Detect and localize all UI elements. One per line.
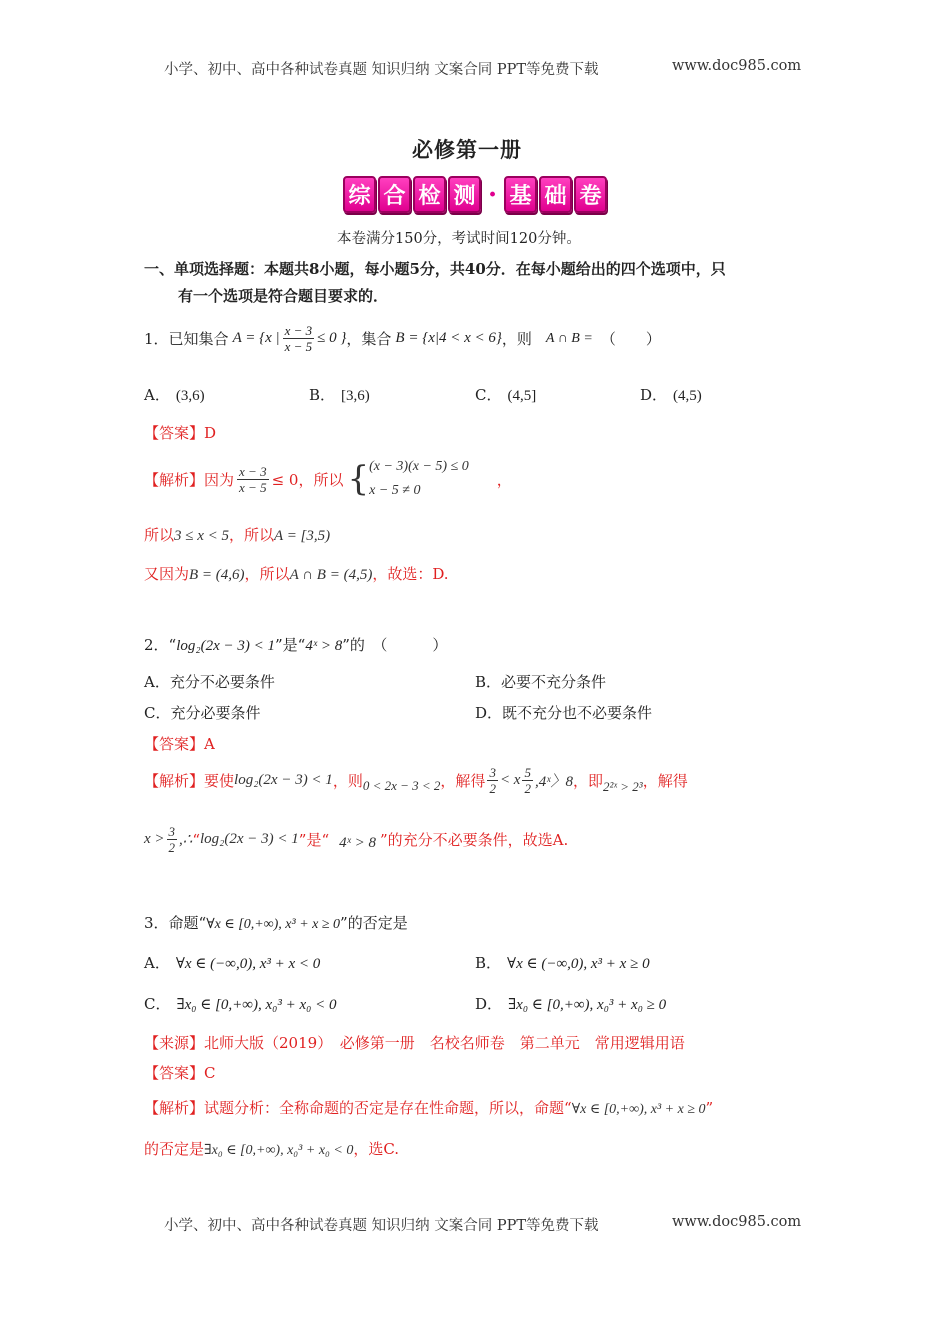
option-value: 充分不必要条件 <box>169 673 275 691</box>
q2-explanation-line1 <box>144 765 688 796</box>
explanation-text: ” <box>705 1099 714 1117</box>
q2-option-a[interactable] <box>144 671 275 692</box>
question-text: ，则 <box>501 330 532 348</box>
q2-explanation-line2 <box>144 824 568 855</box>
option-label: C． <box>144 995 171 1013</box>
question-1 <box>144 323 661 354</box>
question-3 <box>144 912 408 933</box>
q1-option-c[interactable] <box>475 384 536 405</box>
math-fraction <box>487 765 498 796</box>
q3-option-a[interactable] <box>144 952 320 973</box>
math-inline: 0 < 2x − 3 < 2 <box>362 777 441 793</box>
section-heading-line2: 有一个选项是符合题目要求的． <box>178 287 389 305</box>
section-heading-line1: 一、单项选择题：本题共8小题，每小题5分，共40分．在每小题给出的四个选项中，只 <box>144 260 726 278</box>
exam-info: 本卷满分150分，考试时间120分钟。 <box>337 231 581 247</box>
explanation-text: 试题分析：全称命题的否定是存在性命题，所以，命题“ <box>204 1099 572 1117</box>
header-left-text: 小学、初中、高中各种试卷真题 知识归纳 文案合同 PPT等免费下载 <box>164 62 599 78</box>
header-url[interactable]: www.doc985.com <box>672 58 802 74</box>
explanation-text: ，解得 <box>642 772 688 790</box>
math-inline: A ∩ B = (4,5) <box>289 567 373 583</box>
math-inline: ,4ˣ〉8 <box>534 774 573 790</box>
banner-char: 基 <box>504 176 537 213</box>
q1-explanation-line3 <box>144 563 449 584</box>
question-text: ”的 （ ） <box>342 636 448 654</box>
question-text: 已知集合 <box>168 330 229 348</box>
option-label: A． <box>144 386 170 404</box>
math-inline: < x <box>499 772 521 788</box>
q3-option-d[interactable] <box>475 993 666 1014</box>
system-row: (x − 3)(x − 5) ≤ 0 <box>369 459 469 474</box>
fraction-numerator: 5 <box>524 765 531 780</box>
option-value: ∀x ∈ (−∞,0), x³ + x < 0 <box>175 956 321 972</box>
explanation-text: 的否定是 <box>144 1140 205 1158</box>
math-set-a-suffix: ≤ 0 } <box>317 330 347 346</box>
footer-url[interactable]: www.doc985.com <box>672 1214 802 1230</box>
option-value: ∃x₀ ∈ [0,+∞), x₀³ + x₀ ≥ 0 <box>508 997 667 1013</box>
math-inline: 4ˣ > 8 <box>339 835 376 851</box>
explanation-text: ，选C. <box>353 1140 400 1158</box>
math-fraction <box>522 765 533 796</box>
math-inline: log₂(2x − 3) < 1 <box>200 831 299 847</box>
question-text: ，集合 <box>346 330 392 348</box>
option-value: 必要不充分条件 <box>501 673 607 691</box>
q2-option-b[interactable] <box>475 671 606 692</box>
explanation-text: 要使 <box>204 772 235 790</box>
option-value: (4,5) <box>673 388 702 404</box>
question-text: 命题“ <box>168 914 207 932</box>
q1-explanation-line1 <box>144 455 512 503</box>
q3-explanation-line2 <box>144 1138 399 1159</box>
banner-char: 卷 <box>574 176 607 213</box>
q1-answer <box>144 422 216 443</box>
fraction-denominator: 2 <box>489 781 496 796</box>
math-inline: log₂(2x − 3) < 1 <box>176 638 275 654</box>
explanation-text: ， <box>496 470 512 489</box>
q2-answer <box>144 733 215 754</box>
fraction-denominator: x − 5 <box>239 479 267 495</box>
q3-source <box>144 1032 685 1053</box>
option-label: D． <box>475 995 503 1013</box>
math-set-b: B = {x|4 < x < 6} <box>395 330 502 346</box>
explanation-text: ，所以 <box>229 526 275 544</box>
question-2 <box>144 634 447 655</box>
explanation-text: ”是“ <box>298 831 330 849</box>
source-text: 北师大版（2019） 必修第一册 名校名师卷 第二单元 常用逻辑用语 <box>204 1034 685 1052</box>
banner-char: 测 <box>448 176 481 213</box>
fraction-numerator: x − 3 <box>284 323 313 338</box>
page-title: 必修第一册 <box>412 138 522 162</box>
banner-dot: · <box>488 179 498 210</box>
math-fraction <box>167 824 178 855</box>
math-fraction <box>283 323 315 354</box>
option-value: (3,6) <box>175 388 205 404</box>
option-label: A． <box>144 954 170 972</box>
explanation-text: ，所以 <box>244 565 290 583</box>
footer-left-text: 小学、初中、高中各种试卷真题 知识归纳 文案合同 PPT等免费下载 <box>164 1218 599 1234</box>
explanation-text: “ <box>192 830 200 849</box>
question-text: ”的否定是 <box>340 914 408 932</box>
math-inline: B = (4,6) <box>189 567 245 583</box>
question-text: “ <box>168 636 177 654</box>
explanation-text: ，故选：D. <box>372 565 449 583</box>
option-value: [3,6) <box>341 388 370 404</box>
math-set-a-prefix: A = {x | <box>232 330 280 346</box>
math-inline: 3 ≤ x < 5 <box>174 528 230 544</box>
explanation-text: ，则 <box>332 772 363 790</box>
explanation-text: 所以 <box>144 526 175 544</box>
math-inline: 2²ˣ > 2³ <box>602 778 643 794</box>
q3-explanation-line1 <box>144 1097 713 1118</box>
math-fraction <box>237 464 269 495</box>
answer-tag: 【答案】 <box>144 1064 205 1082</box>
math-inline: A = [3,5) <box>274 528 331 544</box>
math-inline: x > <box>144 831 165 847</box>
banner-char: 检 <box>413 176 446 213</box>
option-label: B． <box>309 386 336 404</box>
option-label: D． <box>475 704 503 722</box>
fraction-denominator: 2 <box>524 781 531 796</box>
explanation-text: ”的充分不必要条件，故选A. <box>379 831 569 849</box>
system-row: x − 5 ≠ 0 <box>369 483 421 498</box>
banner-char: 础 <box>539 176 572 213</box>
math-inline: ∀x ∈ [0,+∞), x³ + x ≥ 0 <box>571 1102 706 1117</box>
option-value: 充分必要条件 <box>170 704 261 722</box>
math-intersection: A ∩ B = <box>545 330 593 346</box>
math-inline: 4ˣ > 8 <box>305 638 343 654</box>
math-inline: ∃x₀ ∈ [0,+∞), x₀³ + x₀ < 0 <box>204 1143 354 1158</box>
math-inline: ,∴ <box>179 832 193 848</box>
question-number: 2． <box>144 636 169 654</box>
option-value: ∀x ∈ (−∞,0), x³ + x ≥ 0 <box>507 956 650 972</box>
option-value: ∃x₀ ∈ [0,+∞), x₀³ + x₀ < 0 <box>176 997 337 1013</box>
banner-char: 综 <box>343 176 376 213</box>
option-value: 既不充分也不必要条件 <box>502 704 653 722</box>
answer-tag: 【答案】 <box>144 735 205 753</box>
equation-system <box>369 455 469 503</box>
explanation-text: 又因为 <box>144 565 190 583</box>
explanation-tag: 【解析】 <box>144 1099 205 1117</box>
math-inline: log₂(2x − 3) < 1 <box>234 772 333 788</box>
q2-option-c[interactable] <box>144 702 261 723</box>
q1-explanation-line2 <box>144 524 330 545</box>
explanation-text: ≤ 0，所以 <box>271 470 344 489</box>
question-number: 1． <box>144 330 169 348</box>
system-brace: { <box>347 459 370 499</box>
q1-option-d[interactable] <box>640 384 702 405</box>
q1-option-b[interactable] <box>309 384 370 405</box>
source-tag: 【来源】 <box>144 1034 205 1052</box>
q3-option-c[interactable] <box>144 993 336 1014</box>
option-label: D． <box>640 386 668 404</box>
option-label: C． <box>475 386 502 404</box>
q2-option-d[interactable] <box>475 702 652 723</box>
answer-paren: （ ） <box>600 330 661 348</box>
option-label: A． <box>144 673 170 691</box>
option-label: C． <box>144 704 171 722</box>
answer-value: C <box>204 1064 216 1082</box>
title-banner <box>343 176 609 213</box>
fraction-numerator: 3 <box>168 824 176 839</box>
option-value: (4,5] <box>507 388 537 404</box>
answer-value: A <box>204 735 215 753</box>
fraction-denominator: x − 5 <box>284 339 313 354</box>
explanation-tag: 【解析】 <box>144 470 205 489</box>
math-inline: ∀x ∈ [0,+∞), x³ + x ≥ 0 <box>206 917 341 932</box>
q1-option-a[interactable] <box>144 384 205 405</box>
question-number: 3． <box>144 914 169 932</box>
question-text: ”是“ <box>275 636 306 654</box>
q3-option-b[interactable] <box>475 952 650 973</box>
banner-char: 合 <box>378 176 411 213</box>
option-label: B． <box>475 673 502 691</box>
answer-tag: 【答案】 <box>144 424 205 442</box>
explanation-text: ，即 <box>572 772 603 790</box>
q3-answer <box>144 1062 216 1083</box>
explanation-text: 因为 <box>204 470 235 489</box>
explanation-text: ，解得 <box>440 772 486 790</box>
explanation-tag: 【解析】 <box>144 772 205 790</box>
option-label: B． <box>475 954 502 972</box>
fraction-numerator: 3 <box>489 765 496 780</box>
fraction-numerator: x − 3 <box>239 463 267 479</box>
fraction-denominator: 2 <box>168 840 176 855</box>
answer-value: D <box>204 424 217 442</box>
